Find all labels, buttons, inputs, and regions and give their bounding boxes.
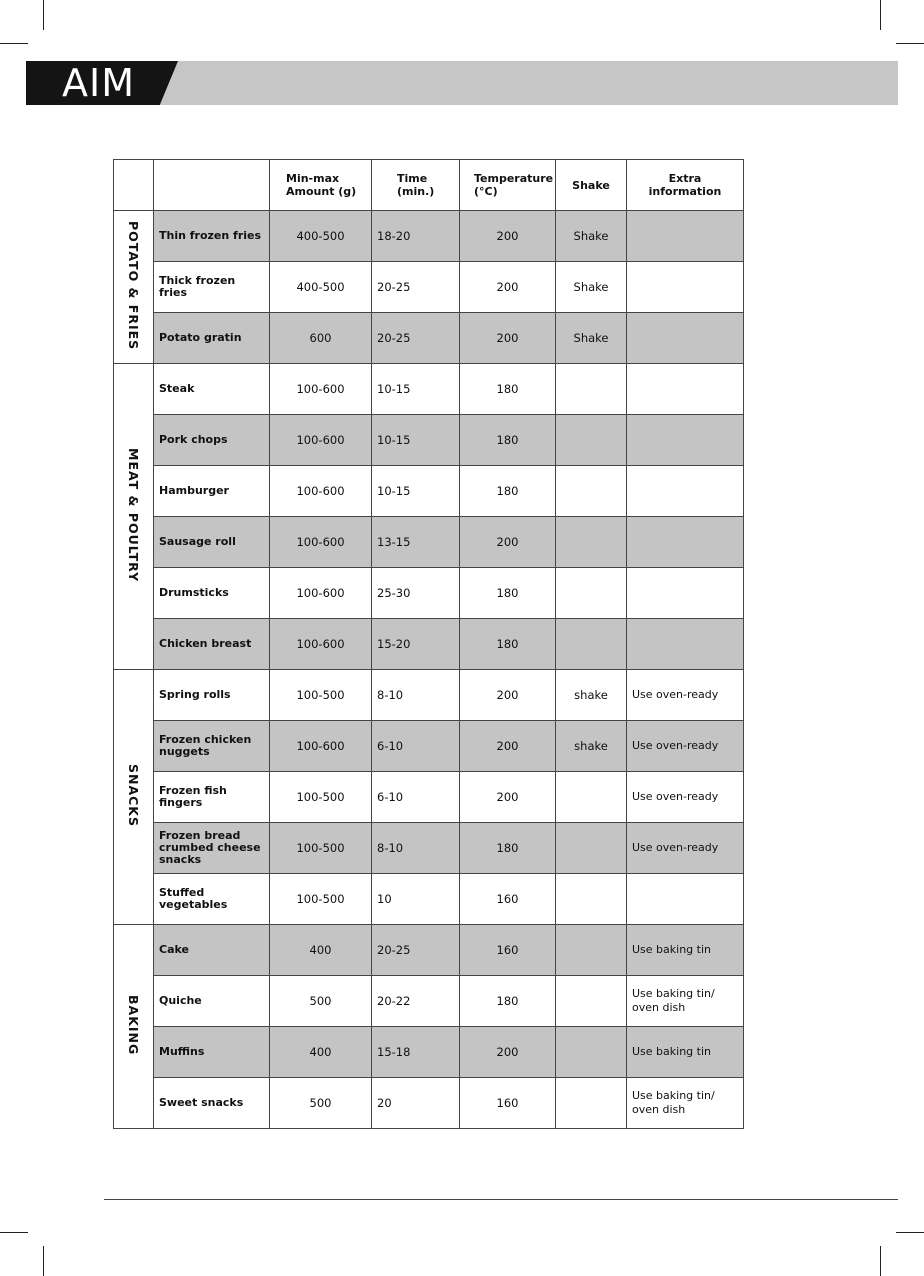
table-row [114, 619, 744, 670]
temperature-cell: 180 [460, 823, 556, 874]
time-cell: 20-25 [372, 313, 460, 364]
time-cell: 6-10 [372, 772, 460, 823]
extra-info-cell: Use oven-ready [627, 823, 744, 874]
food-name: Sweet snacks [154, 1078, 270, 1129]
shake-cell [556, 466, 627, 517]
time-cell: 20 [372, 1078, 460, 1129]
amount-cell: 100-600 [270, 568, 372, 619]
food-name: Sausage roll [154, 517, 270, 568]
brand-logo: AIM [62, 61, 135, 105]
temperature-cell: 200 [460, 262, 556, 313]
category-cell [114, 364, 154, 670]
shake-cell: Shake [556, 262, 627, 313]
extra-info-cell: Use baking tin/ oven dish [627, 976, 744, 1027]
temperature-cell: 160 [460, 874, 556, 925]
extra-info-cell: Use oven-ready [627, 670, 744, 721]
shake-cell: shake [556, 721, 627, 772]
food-name: Frozen fish fingers [154, 772, 270, 823]
crop-mark [43, 1246, 44, 1276]
header-amount: Min-max Amount (g) [270, 160, 372, 211]
category-cell [114, 211, 154, 364]
time-cell: 6-10 [372, 721, 460, 772]
header-extra: Extra information [627, 160, 744, 211]
shake-cell: Shake [556, 211, 627, 262]
temperature-cell: 180 [460, 568, 556, 619]
table-header-row [114, 160, 744, 211]
amount-cell: 100-600 [270, 619, 372, 670]
table-row [114, 874, 744, 925]
table-row [114, 262, 744, 313]
extra-info-cell [627, 313, 744, 364]
shake-cell [556, 874, 627, 925]
temperature-cell: 200 [460, 1027, 556, 1078]
shake-cell [556, 925, 627, 976]
time-cell: 10-15 [372, 415, 460, 466]
amount-cell: 100-500 [270, 670, 372, 721]
temperature-cell: 200 [460, 313, 556, 364]
food-name: Hamburger [154, 466, 270, 517]
amount-cell: 400-500 [270, 262, 372, 313]
crop-mark [896, 1232, 924, 1233]
time-cell: 8-10 [372, 823, 460, 874]
amount-cell: 100-600 [270, 517, 372, 568]
header-temperature: Temperature (°C) [460, 160, 556, 211]
table-row [114, 1078, 744, 1129]
time-cell: 20-25 [372, 925, 460, 976]
table-row [114, 925, 744, 976]
category-label: SNACKS [126, 763, 141, 827]
time-cell: 8-10 [372, 670, 460, 721]
shake-cell: Shake [556, 313, 627, 364]
extra-info-cell: Use oven-ready [627, 721, 744, 772]
extra-info-cell: Use baking tin [627, 1027, 744, 1078]
amount-cell: 100-500 [270, 874, 372, 925]
amount-cell: 400-500 [270, 211, 372, 262]
shake-cell [556, 1078, 627, 1129]
category-cell [114, 670, 154, 925]
food-name: Thin frozen fries [154, 211, 270, 262]
table-row [114, 466, 744, 517]
shake-cell [556, 772, 627, 823]
food-name: Steak [154, 364, 270, 415]
time-cell: 15-20 [372, 619, 460, 670]
food-name: Spring rolls [154, 670, 270, 721]
shake-cell [556, 364, 627, 415]
food-name: Thick frozen fries [154, 262, 270, 313]
amount-cell: 100-500 [270, 772, 372, 823]
temperature-cell: 200 [460, 721, 556, 772]
category-cell [114, 925, 154, 1129]
amount-cell: 100-500 [270, 823, 372, 874]
temperature-cell: 180 [460, 364, 556, 415]
shake-cell: shake [556, 670, 627, 721]
header-food [154, 160, 270, 211]
extra-info-cell [627, 874, 744, 925]
table-row [114, 568, 744, 619]
food-name: Pork chops [154, 415, 270, 466]
shake-cell [556, 517, 627, 568]
extra-info-cell [627, 364, 744, 415]
shake-cell [556, 619, 627, 670]
table-row [114, 1027, 744, 1078]
header-shake: Shake [556, 160, 627, 211]
amount-cell: 100-600 [270, 364, 372, 415]
table-row [114, 772, 744, 823]
temperature-cell: 180 [460, 976, 556, 1027]
time-cell: 18-20 [372, 211, 460, 262]
shake-cell [556, 976, 627, 1027]
temperature-cell: 180 [460, 466, 556, 517]
extra-info-cell [627, 517, 744, 568]
table-row [114, 364, 744, 415]
time-cell: 10-15 [372, 364, 460, 415]
time-cell: 20-22 [372, 976, 460, 1027]
amount-cell: 500 [270, 1078, 372, 1129]
food-name: Drumsticks [154, 568, 270, 619]
food-name: Quiche [154, 976, 270, 1027]
time-cell: 13-15 [372, 517, 460, 568]
food-name: Stuffed vegetables [154, 874, 270, 925]
category-label: BAKING [126, 994, 141, 1056]
crop-mark [0, 1232, 28, 1233]
temperature-cell: 200 [460, 772, 556, 823]
cooking-table [113, 159, 744, 1129]
temperature-cell: 200 [460, 670, 556, 721]
food-name: Frozen chicken nuggets [154, 721, 270, 772]
crop-mark [896, 43, 924, 44]
extra-info-cell: Use baking tin [627, 925, 744, 976]
amount-cell: 400 [270, 925, 372, 976]
temperature-cell: 200 [460, 211, 556, 262]
table-row [114, 670, 744, 721]
food-name: Potato gratin [154, 313, 270, 364]
food-name: Muffins [154, 1027, 270, 1078]
food-name: Chicken breast [154, 619, 270, 670]
amount-cell: 600 [270, 313, 372, 364]
table-row [114, 721, 744, 772]
shake-cell [556, 1027, 627, 1078]
extra-info-cell [627, 619, 744, 670]
table-row [114, 211, 744, 262]
amount-cell: 100-600 [270, 466, 372, 517]
time-cell: 10 [372, 874, 460, 925]
temperature-cell: 160 [460, 925, 556, 976]
header-time: Time (min.) [372, 160, 460, 211]
table-row [114, 517, 744, 568]
table-row [114, 415, 744, 466]
amount-cell: 500 [270, 976, 372, 1027]
crop-mark [880, 0, 881, 30]
header-category [114, 160, 154, 211]
food-name: Cake [154, 925, 270, 976]
extra-info-cell [627, 211, 744, 262]
crop-mark [880, 1246, 881, 1276]
shake-cell [556, 568, 627, 619]
extra-info-cell [627, 466, 744, 517]
temperature-cell: 180 [460, 415, 556, 466]
table-row [114, 823, 744, 874]
amount-cell: 400 [270, 1027, 372, 1078]
crop-mark [43, 0, 44, 30]
extra-info-cell [627, 262, 744, 313]
amount-cell: 100-600 [270, 415, 372, 466]
temperature-cell: 200 [460, 517, 556, 568]
category-label: POTATO & FRIES [126, 220, 141, 351]
extra-info-cell [627, 568, 744, 619]
temperature-cell: 180 [460, 619, 556, 670]
time-cell: 20-25 [372, 262, 460, 313]
shake-cell [556, 823, 627, 874]
amount-cell: 100-600 [270, 721, 372, 772]
table-row [114, 313, 744, 364]
time-cell: 15-18 [372, 1027, 460, 1078]
shake-cell [556, 415, 627, 466]
food-name: Frozen bread crumbed cheese snacks [154, 823, 270, 874]
category-label: MEAT & POULTRY [126, 447, 141, 583]
extra-info-cell [627, 415, 744, 466]
temperature-cell: 160 [460, 1078, 556, 1129]
footer-rule [104, 1199, 898, 1200]
extra-info-cell: Use baking tin/ oven dish [627, 1078, 744, 1129]
table-row [114, 976, 744, 1027]
time-cell: 10-15 [372, 466, 460, 517]
crop-mark [0, 43, 28, 44]
time-cell: 25-30 [372, 568, 460, 619]
extra-info-cell: Use oven-ready [627, 772, 744, 823]
